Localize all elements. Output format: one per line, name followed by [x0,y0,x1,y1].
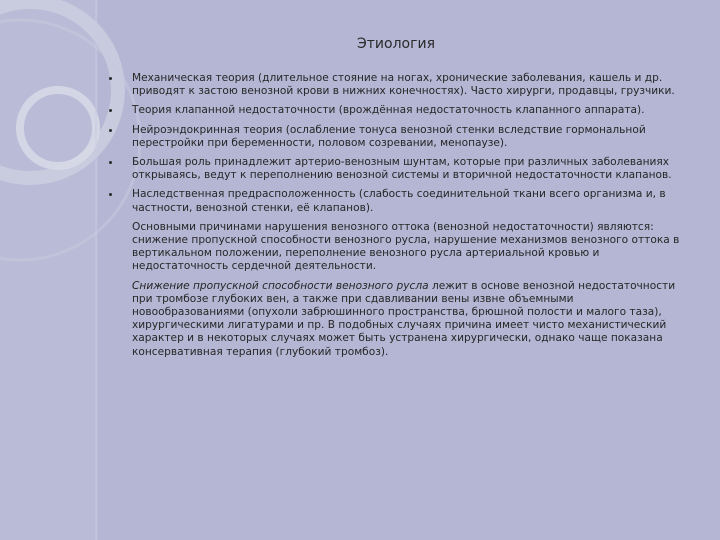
slide-body [107,72,685,365]
list-item [107,156,685,182]
list-item [107,188,685,214]
bullet-icon [109,77,112,80]
paragraph-italic-lead: Снижение пропускной способности венозного русла [132,279,429,292]
bullet-list [107,72,685,215]
list-item [107,72,685,98]
list-item [107,124,685,150]
paragraph-main-causes: Основными причинами нарушения венозного оттока (венозной недостаточности) являются: снижение пропускной способности венозного русла, нарушение механизмов венозного оттока в вертикальном положении, переполнение венозного русла артериальной кровью и недостаточность сердечной деятельности. [132,220,680,273]
list-item-text: Теория клапанной недостаточности (врождённая недостаточность клапанного аппарата). [132,104,645,117]
list-item-text: Большая роль принадлежит артерио-венозным шунтам, которые при различных заболеваниях открываясь, ведут к переполнению венозной системы и вторичной недостаточности клапанов. [132,156,672,182]
list-item-text: Наследственная предрасположенность (слабость соединительной ткани всего организма и, в частности, венозной стенки, её клапанов). [132,188,666,214]
bullet-icon [109,161,112,164]
paragraph-reduced-capacity [107,280,685,359]
bullet-icon [109,109,112,112]
list-item-text: Нейроэндокринная теория (ослабление тонуса венозной стенки вследствие гормональной перестройки при беременности, половом созревании, менопаузе). [132,123,646,149]
paragraph-rest: лежит в основе венозной недостаточности при тромбозе глубоких вен, а также при сдавливании вены извне объемными новообразованиями (опухоли забрюшинного пространства, брюшной полости и малого таза), хирургическими лигатурами и пр. В подобных случаях причина имеет чисто механистический характер и в некоторых случаях может быть устранена хирургически, однако чаще показана консервативная терапия (глубокий тромбоз). [132,279,676,358]
slide-title: Этиология [357,36,435,52]
bullet-icon [109,129,112,132]
list-item-text: Механическая теория (длительное стояние на ногах, хронические заболевания, кашель и др. приводят к застою венозной крови в нижних конечностях). Часто хирурги, продавцы, грузчики. [132,72,675,98]
bullet-icon [109,193,112,196]
list-item [107,104,685,117]
